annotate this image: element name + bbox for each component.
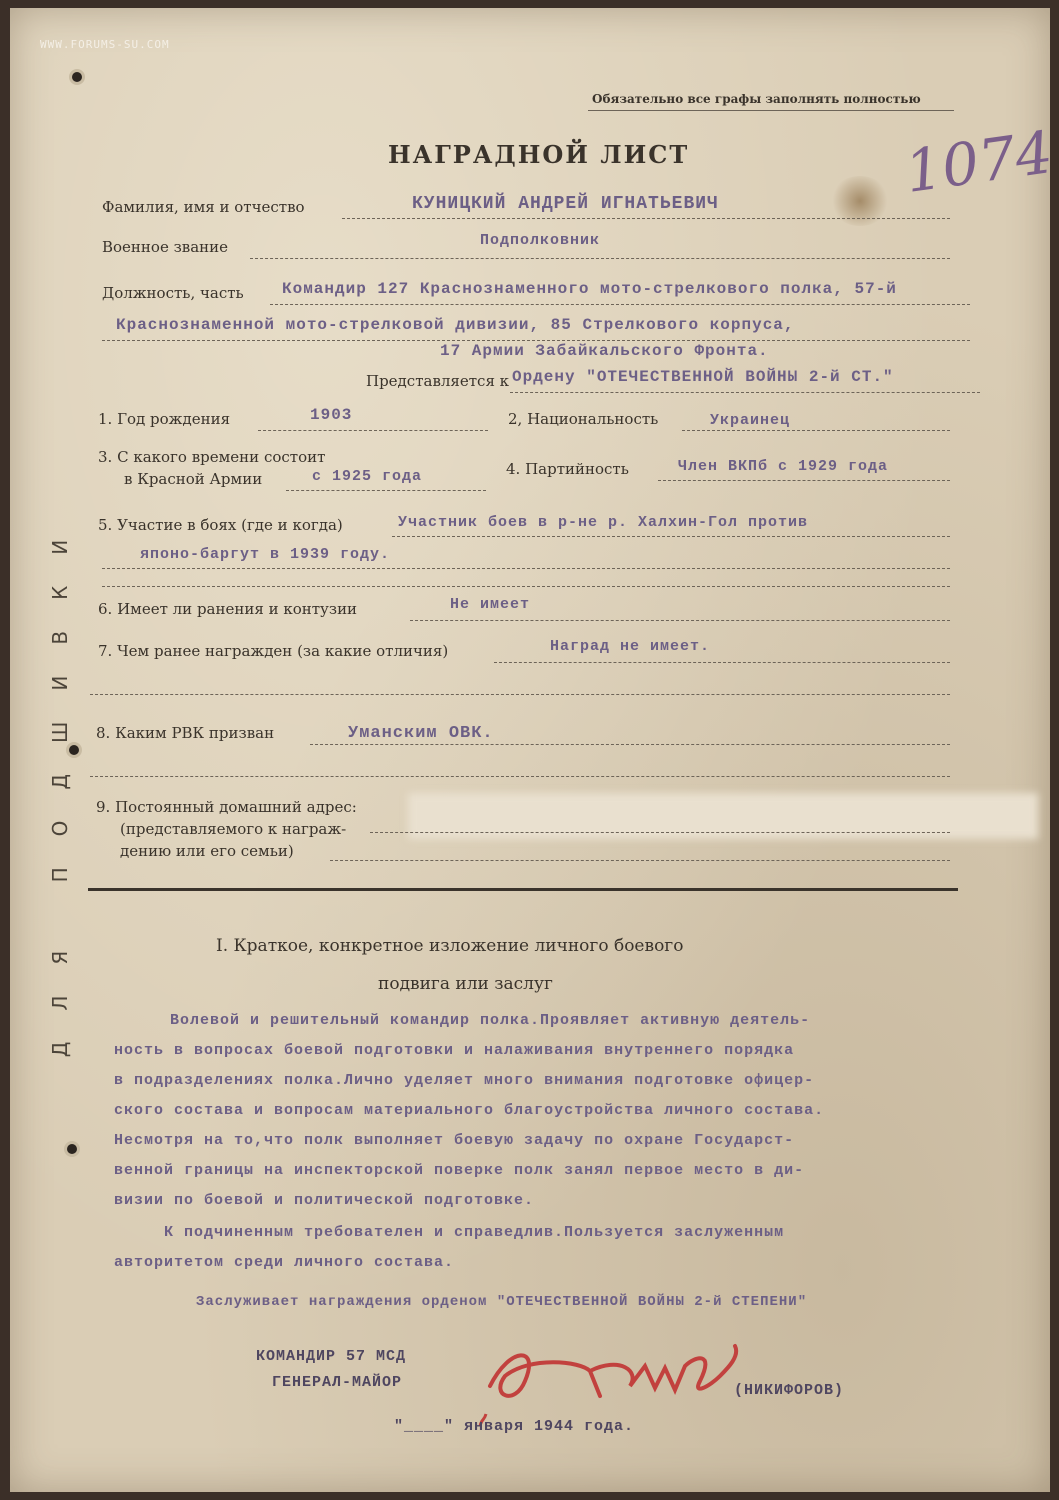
battles-value-1: Участник боев в р-не р. Халхин-Гол против bbox=[398, 514, 809, 531]
merit-line: ность в вопросах боевой подготовки и налаживания внутреннего порядка bbox=[114, 1042, 795, 1059]
battles-line-1 bbox=[392, 536, 950, 537]
party-value: Член ВКПб с 1929 года bbox=[678, 458, 889, 475]
award-sheet bbox=[10, 8, 1057, 1492]
rank-line bbox=[250, 258, 950, 259]
merit-line: в подразделениях полка.Лично уделяет много внимания подготовке офицер- bbox=[114, 1072, 815, 1089]
awards-line-1 bbox=[494, 662, 950, 663]
merit-line: Несмотря на то,что полк выполняет боевую задачу по охране Государст- bbox=[114, 1132, 795, 1149]
address-label-3: дению или его семьи) bbox=[120, 842, 294, 860]
army-since-line bbox=[286, 490, 486, 491]
rvk-line-2 bbox=[90, 776, 950, 777]
army-since-label-1: 3. С какого времени состоит bbox=[98, 448, 326, 466]
party-line bbox=[658, 480, 950, 481]
address-label-2: (представляемого к награж- bbox=[120, 820, 347, 838]
rank-value: Подполковник bbox=[480, 232, 601, 249]
awards-line-2 bbox=[90, 694, 950, 695]
section-divider bbox=[88, 888, 958, 891]
corner-number: 1074 bbox=[900, 118, 1057, 206]
merit-line: Волевой и решительный командир полка.Проявляет активную деятель- bbox=[170, 1012, 811, 1029]
awards-label: 7. Чем ранее награжден (за какие отличия) bbox=[98, 642, 449, 660]
punch-hole bbox=[67, 1144, 77, 1154]
rank-label: Военное звание bbox=[102, 238, 229, 256]
battles-value-2: японо-баргут в 1939 году. bbox=[140, 546, 391, 563]
battles-line-2 bbox=[102, 568, 950, 569]
position-line-2 bbox=[102, 340, 970, 341]
conclusion: Заслуживает награждения орденом "ОТЕЧЕСТВЕННОЙ ВОЙНЫ 2-й СТЕПЕНИ" bbox=[196, 1294, 808, 1310]
section-heading-1: I. Краткое, конкретное изложение личного боевого bbox=[216, 936, 684, 956]
address-label-1: 9. Постоянный домашний адрес: bbox=[96, 798, 357, 816]
army-since-value: с 1925 года bbox=[312, 468, 423, 485]
position-line-1 bbox=[270, 304, 970, 305]
wounds-label: 6. Имеет ли ранения и контузии bbox=[98, 600, 358, 618]
section-heading-2: подвига или заслуг bbox=[378, 974, 553, 994]
note-underline bbox=[588, 110, 954, 111]
rvk-value: Уманским ОВК. bbox=[348, 724, 494, 743]
position-value-3: 17 Армии Забайкальского Фронта. bbox=[440, 342, 769, 360]
fio-value: КУНИЦКИЙ АНДРЕЙ ИГНАТЬЕВИЧ bbox=[412, 194, 719, 214]
army-since-label-2: в Красной Армии bbox=[124, 470, 263, 488]
watermark: WWW.FORUMS-SU.COM bbox=[40, 38, 170, 51]
side-binding-label: ДЛЯ ПОДШИВКИ bbox=[48, 508, 72, 1058]
wounds-value: Не имеет bbox=[450, 596, 531, 613]
presented-label: Представляется к bbox=[366, 372, 510, 390]
signer-title-1: КОМАНДИР 57 МСД bbox=[256, 1348, 407, 1365]
position-value-1: Командир 127 Краснознаменного мото-стрелкового полка, 57-й bbox=[282, 280, 897, 298]
party-label: 4. Партийность bbox=[506, 460, 629, 478]
presented-value: Ордену "ОТЕЧЕСТВЕННОЙ ВОЙНЫ 2-й СТ." bbox=[512, 368, 894, 386]
birth-value: 1903 bbox=[310, 406, 353, 424]
nationality-value: Украинец bbox=[710, 412, 791, 429]
fio-label: Фамилия, имя и отчество bbox=[102, 198, 305, 216]
page-title: НАГРАДНОЙ ЛИСТ bbox=[388, 140, 690, 169]
position-value-2: Краснознаменной мото-стрелковой дивизии, 85 Стрелкового корпуса, bbox=[116, 316, 795, 334]
merit-line: К подчиненным требователен и справедлив.Пользуется заслуженным bbox=[164, 1224, 785, 1241]
punch-hole bbox=[72, 72, 82, 82]
date-line: "____" января 1944 года. bbox=[394, 1418, 635, 1435]
address-line-2 bbox=[330, 860, 950, 861]
birth-line bbox=[258, 430, 488, 431]
battles-line-3 bbox=[102, 586, 950, 587]
rvk-line-1 bbox=[310, 744, 950, 745]
battles-label: 5. Участие в боях (где и когда) bbox=[98, 516, 343, 534]
merit-line: визии по боевой и политической подготовке. bbox=[114, 1192, 535, 1209]
wounds-line bbox=[410, 620, 950, 621]
merit-line: ского состава и вопросам материального благоустройства личного состава. bbox=[114, 1102, 825, 1119]
awards-value: Наград не имеет. bbox=[550, 638, 711, 655]
signer-title-2: ГЕНЕРАЛ-МАЙОР bbox=[272, 1374, 403, 1391]
date-day: ____ bbox=[404, 1418, 445, 1435]
rvk-label: 8. Каким РВК призван bbox=[96, 724, 275, 742]
fio-line bbox=[342, 218, 950, 219]
presented-line bbox=[510, 392, 980, 393]
nationality-label: 2, Национальность bbox=[508, 410, 659, 428]
fill-all-note: Обязательно все графы заполнять полностью bbox=[592, 92, 921, 106]
position-label: Должность, часть bbox=[102, 284, 244, 302]
signer-name: (НИКИФОРОВ) bbox=[734, 1382, 845, 1399]
nationality-line bbox=[682, 430, 950, 431]
birth-label: 1. Год рождения bbox=[98, 410, 231, 428]
merit-line: венной границы на инспекторской поверке полк занял первое место в ди- bbox=[114, 1162, 805, 1179]
address-line-1 bbox=[370, 832, 950, 833]
merit-line: авторитетом среди личного состава. bbox=[114, 1254, 455, 1271]
